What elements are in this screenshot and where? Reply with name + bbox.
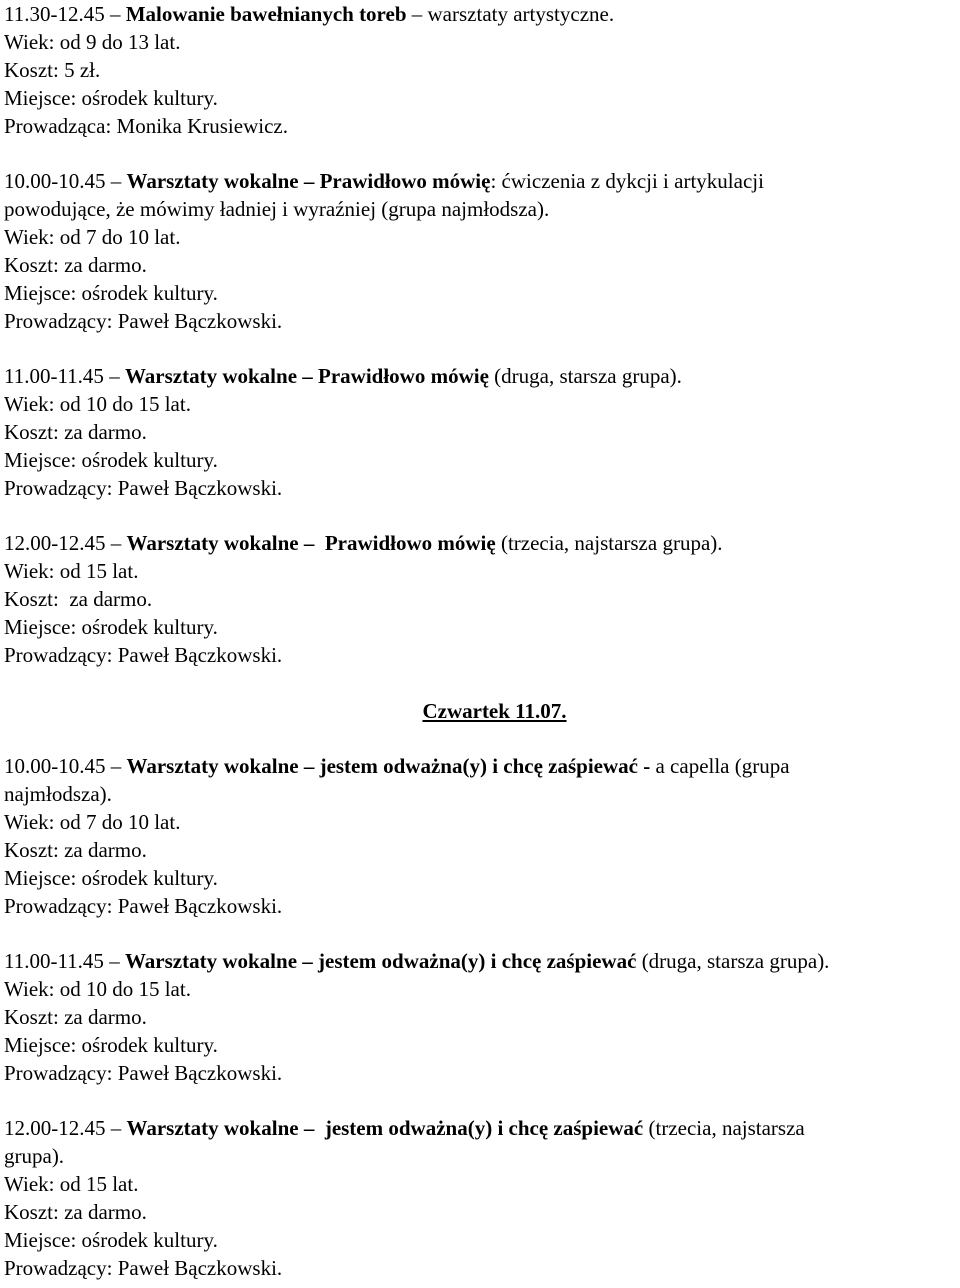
event-leader: Prowadząca: Monika Krusiewicz. [4,114,288,138]
event-description: (druga, starsza grupa). [636,949,830,973]
event-title-line: 11.30-12.45 – Malowanie bawełnianych toreb – warsztaty artystyczne. [4,2,615,26]
event-place: Miejsce: ośrodek kultury. [4,281,218,305]
event-place: Miejsce: ośrodek kultury. [4,86,218,110]
event-title-line: 12.00-12.45 – Warsztaty wokalne – Prawidłowo mówię (trzecia, najstarsza grupa). [4,531,723,555]
event-place: Miejsce: ośrodek kultury. [4,1033,218,1057]
event-title: Warsztaty wokalne – Prawidłowo mówię [126,531,496,555]
event-description-continued: najmłodsza). [4,782,112,806]
event-leader: Prowadzący: Paweł Bączkowski. [4,894,283,918]
event-time: 11.30-12.45 [4,2,105,26]
event-entry [4,167,960,335]
event-description: (trzecia, najstarsza [643,1116,805,1140]
event-entry [4,529,960,669]
event-age: Wiek: od 10 do 15 lat. [4,392,191,416]
event-cost: Koszt: za darmo. [4,1200,147,1224]
event-description-continued: grupa). [4,1144,65,1168]
event-time: 11.00-11.45 [4,949,104,973]
event-leader: Prowadzący: Paweł Bączkowski. [4,1061,283,1085]
event-age: Wiek: od 15 lat. [4,559,139,583]
spacer [4,1087,960,1114]
event-time: 10.00-10.45 [4,169,106,193]
event-description: a capella (grupa [650,754,790,778]
event-entry [4,362,960,502]
spacer [4,669,960,697]
event-entry [4,0,960,140]
event-leader: Prowadzący: Paweł Bączkowski. [4,476,283,500]
event-title-line: 12.00-12.45 – Warsztaty wokalne – jestem odważna(y) i chcę zaśpiewać (trzecia, najstarsza [4,1116,805,1140]
event-cost: Koszt: 5 zł. [4,58,101,82]
event-title: Warsztaty wokalne – jestem odważna(y) i chcę zaśpiewać [126,1116,644,1140]
event-place: Miejsce: ośrodek kultury. [4,866,218,890]
event-title: Malowanie bawełnianych toreb [125,2,407,26]
event-title: Warsztaty wokalne – Prawidłowo mówię [124,364,489,388]
event-place: Miejsce: ośrodek kultury. [4,615,218,639]
event-title-line: 10.00-10.45 – Warsztaty wokalne – Prawidłowo mówię: ćwiczenia z dykcji i artykulacji [4,169,764,193]
event-place: Miejsce: ośrodek kultury. [4,448,218,472]
event-cost: Koszt: za darmo. [4,587,153,611]
event-leader: Prowadzący: Paweł Bączkowski. [4,309,283,333]
event-age: Wiek: od 15 lat. [4,1172,139,1196]
event-entry [4,752,960,920]
event-time: 12.00-12.45 [4,1116,106,1140]
event-entry [4,947,960,1087]
document-page [4,0,960,1282]
event-age: Wiek: od 10 do 15 lat. [4,977,191,1001]
event-cost: Koszt: za darmo. [4,838,147,862]
event-description: – warsztaty artystyczne. [406,2,615,26]
event-title-line: 11.00-11.45 – Warsztaty wokalne – Prawidłowo mówię (druga, starsza grupa). [4,364,682,388]
event-description: (trzecia, najstarsza grupa). [495,531,723,555]
event-leader: Prowadzący: Paweł Bączkowski. [4,1256,283,1280]
spacer [4,502,960,529]
event-leader: Prowadzący: Paweł Bączkowski. [4,643,283,667]
event-age: Wiek: od 9 do 13 lat. [4,30,181,54]
event-title-line: 10.00-10.45 – Warsztaty wokalne – jestem odważna(y) i chcę zaśpiewać - a capella (grupa [4,754,790,778]
event-description: : ćwiczenia z dykcji i artykulacji [490,169,764,193]
event-cost: Koszt: za darmo. [4,1005,147,1029]
event-description-continued: powodujące, że mówimy ładniej i wyraźniej (grupa najmłodsza). [4,197,550,221]
event-age: Wiek: od 7 do 10 lat. [4,810,181,834]
event-time: 12.00-12.45 [4,531,106,555]
event-entry [4,1114,960,1282]
event-cost: Koszt: za darmo. [4,420,147,444]
spacer [4,920,960,947]
event-time: 10.00-10.45 [4,754,106,778]
event-title: Warsztaty wokalne – jestem odważna(y) i chcę zaśpiewać [124,949,637,973]
event-description: (druga, starsza grupa). [488,364,682,388]
event-place: Miejsce: ośrodek kultury. [4,1228,218,1252]
event-cost: Koszt: za darmo. [4,253,147,277]
event-time: 11.00-11.45 [4,364,104,388]
event-age: Wiek: od 7 do 10 lat. [4,225,181,249]
event-title: Warsztaty wokalne – Prawidłowo mówię [126,169,491,193]
spacer [4,140,960,167]
event-title: Warsztaty wokalne – jestem odważna(y) i chcę zaśpiewać - [126,754,651,778]
day-heading: Czwartek 11.07. [422,699,567,723]
event-title-line: 11.00-11.45 – Warsztaty wokalne – jestem odważna(y) i chcę zaśpiewać (druga, starsza grupa). [4,949,830,973]
spacer [4,725,960,752]
spacer [4,335,960,362]
